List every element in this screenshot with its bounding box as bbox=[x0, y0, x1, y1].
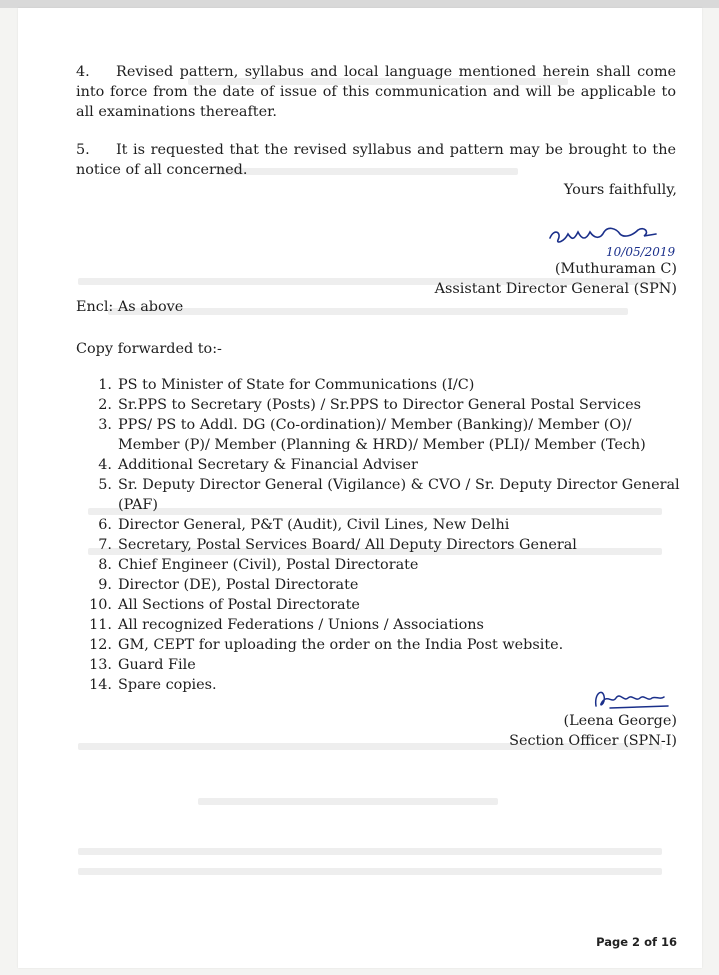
list-item: 8. Chief Engineer (Civil), Postal Directorate bbox=[98, 557, 419, 573]
list-item: 10. All Sections of Postal Directorate bbox=[89, 597, 360, 613]
list-item: 6. Director General, P&T (Audit), Civil Lines, New Delhi bbox=[98, 517, 510, 533]
enclosure-note: Encl: As above bbox=[76, 299, 184, 315]
list-item: 3. PPS/ PS to Addl. DG (Co-ordination)/ Member (Banking)/ Member (O)/ Member (P)/ Member (Planning & HRD)/ Member (PLI)/ Member (Tech) bbox=[98, 417, 646, 453]
page-number: Page 2 of 16 bbox=[596, 935, 677, 949]
closing-salutation: Yours faithfully, bbox=[563, 182, 677, 198]
paragraph-number: 5. bbox=[76, 142, 90, 158]
signature-muthuraman bbox=[544, 218, 684, 262]
bleed-through-line bbox=[108, 308, 628, 315]
list-item: 7. Secretary, Postal Services Board/ All Deputy Directors General bbox=[98, 537, 577, 553]
list-item: 12. GM, CEPT for uploading the order on the India Post website. bbox=[89, 637, 564, 653]
section-officer-name: (Leena George) bbox=[563, 713, 677, 729]
bleed-through-line bbox=[78, 848, 662, 855]
signatory-name: (Muthuraman C) bbox=[554, 261, 677, 277]
paragraph-5 bbox=[76, 140, 676, 180]
paragraph-number: 4. bbox=[76, 64, 90, 80]
list-item: 11. All recognized Federations / Unions / Associations bbox=[89, 617, 484, 633]
copy-forwarded-list bbox=[76, 375, 681, 695]
list-item: 1. PS to Minister of State for Communications (I/C) bbox=[98, 377, 475, 393]
paragraph-text: Revised pattern, syllabus and local language mentioned herein shall come into force from the date of issue of this communication and will be applicable to all examinations thereafter. bbox=[76, 64, 676, 120]
viewer-top-bar bbox=[0, 0, 719, 8]
signature-date: 10/05/2019 bbox=[606, 245, 676, 259]
signatory-designation: Assistant Director General (SPN) bbox=[434, 281, 677, 297]
bleed-through-line bbox=[198, 798, 498, 805]
list-item: 14. Spare copies. bbox=[89, 677, 217, 693]
list-item: 5. Sr. Deputy Director General (Vigilance) & CVO / Sr. Deputy Director General (PAF) bbox=[98, 477, 680, 513]
bleed-through-line bbox=[78, 868, 662, 875]
copy-forwarded-heading: Copy forwarded to:- bbox=[76, 341, 222, 357]
list-item: 4. Additional Secretary & Financial Adviser bbox=[98, 457, 418, 473]
list-item: 2. Sr.PPS to Secretary (Posts) / Sr.PPS to Director General Postal Services bbox=[98, 397, 641, 413]
paragraph-text: It is requested that the revised syllabus and pattern may be brought to the notice of all concerned. bbox=[76, 142, 676, 178]
list-item: 9. Director (DE), Postal Directorate bbox=[98, 577, 359, 593]
paragraph-4 bbox=[76, 62, 676, 122]
list-item: 13. Guard File bbox=[89, 657, 196, 673]
section-officer-designation: Section Officer (SPN-I) bbox=[509, 733, 677, 749]
signature-leena-george bbox=[590, 684, 674, 712]
